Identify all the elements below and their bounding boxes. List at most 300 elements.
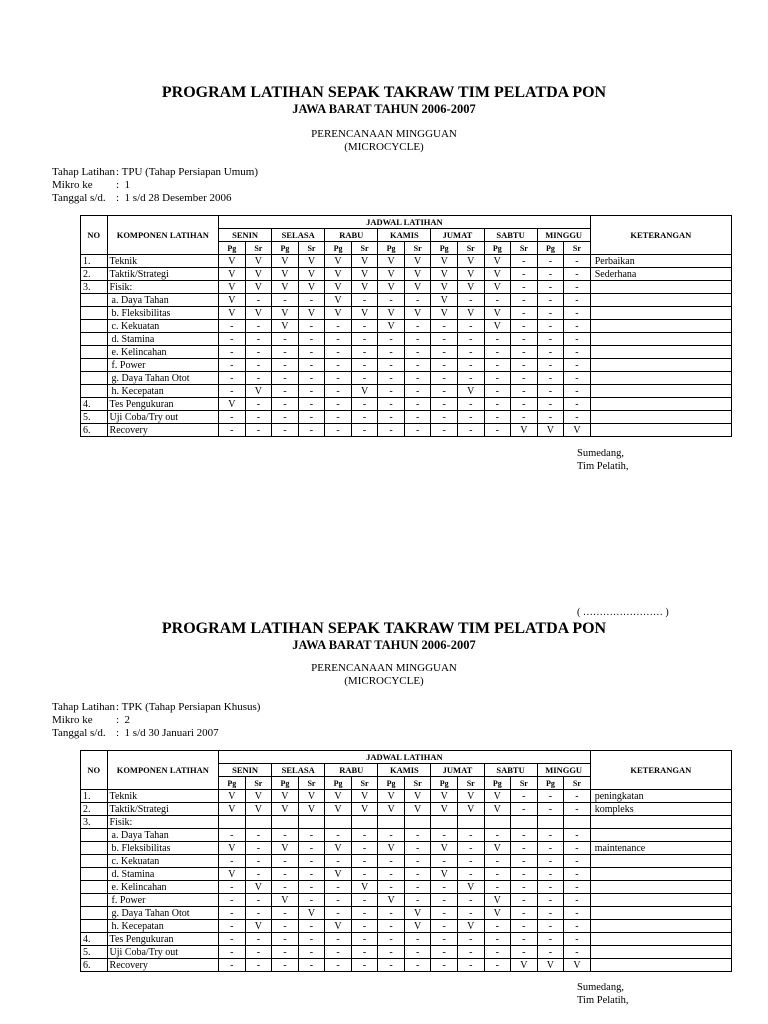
row-value: V	[298, 790, 325, 803]
row-keterangan	[590, 281, 731, 294]
doc1-title: PROGRAM LATIHAN SEPAK TAKRAW TIM PELATDA PON	[161, 84, 607, 101]
row-value: -	[537, 920, 564, 933]
row-value: -	[378, 855, 405, 868]
row-value: V	[219, 398, 246, 411]
row-value: -	[219, 346, 246, 359]
row-value: -	[484, 346, 511, 359]
row-value: V	[511, 424, 538, 437]
row-value: -	[537, 385, 564, 398]
row-value: V	[351, 803, 378, 816]
row-value: -	[404, 868, 431, 881]
header-day: KAMIS	[378, 229, 431, 242]
meta-label: Tahap Latihan	[52, 701, 116, 713]
row-value: -	[325, 829, 352, 842]
row-value: -	[378, 385, 405, 398]
row-value: V	[484, 320, 511, 333]
row-value: V	[457, 281, 484, 294]
row-value: -	[219, 855, 246, 868]
meta-label: Mikro ke	[52, 714, 93, 726]
row-value: -	[245, 946, 272, 959]
row-keterangan	[590, 920, 731, 933]
row-value: V	[378, 320, 405, 333]
header-sr: Sr	[457, 242, 484, 255]
row-value: -	[511, 268, 538, 281]
row-value: -	[325, 320, 352, 333]
row-value: V	[245, 881, 272, 894]
row-value: -	[564, 281, 591, 294]
row-value: -	[537, 346, 564, 359]
header-pg: Pg	[325, 777, 352, 790]
row-value: -	[351, 907, 378, 920]
table-row	[81, 933, 732, 946]
row-value: -	[245, 829, 272, 842]
row-value: V	[404, 790, 431, 803]
row-value: -	[378, 907, 405, 920]
row-value: -	[537, 790, 564, 803]
row-value: -	[511, 946, 538, 959]
row-value: -	[351, 829, 378, 842]
row-komponen: h. Kecepatan	[107, 920, 219, 933]
row-value: -	[564, 268, 591, 281]
row-value: V	[298, 255, 325, 268]
row-value: V	[325, 268, 352, 281]
row-value	[404, 816, 431, 829]
row-komponen: Tes Pengukuran	[107, 933, 219, 946]
row-value: -	[245, 959, 272, 972]
row-value: V	[378, 803, 405, 816]
header-pg: Pg	[325, 242, 352, 255]
row-value: -	[457, 424, 484, 437]
row-value	[298, 816, 325, 829]
row-komponen: Teknik	[107, 255, 219, 268]
row-value: V	[325, 920, 352, 933]
row-value: -	[298, 946, 325, 959]
row-komponen: Teknik	[107, 790, 219, 803]
row-value: -	[457, 959, 484, 972]
row-value: -	[325, 385, 352, 398]
header-day: SELASA	[272, 764, 325, 777]
row-value: -	[511, 868, 538, 881]
header-day: RABU	[325, 764, 378, 777]
table-row	[81, 307, 732, 320]
row-value: -	[351, 946, 378, 959]
header-sr: Sr	[298, 777, 325, 790]
row-value: V	[404, 281, 431, 294]
row-komponen: Tes Pengukuran	[107, 398, 219, 411]
row-value: -	[537, 268, 564, 281]
row-value: -	[245, 372, 272, 385]
row-value: -	[298, 881, 325, 894]
row-value: V	[272, 320, 299, 333]
row-keterangan	[590, 868, 731, 881]
row-value: V	[537, 424, 564, 437]
row-value: V	[245, 803, 272, 816]
row-keterangan	[590, 307, 731, 320]
header-sr: Sr	[511, 242, 538, 255]
header-sr: Sr	[351, 242, 378, 255]
row-value: V	[537, 959, 564, 972]
row-value: -	[484, 372, 511, 385]
row-keterangan	[590, 933, 731, 946]
row-value: -	[272, 294, 299, 307]
row-value: -	[298, 333, 325, 346]
row-value: -	[325, 907, 352, 920]
doc1-header	[0, 84, 768, 117]
row-value: V	[404, 268, 431, 281]
row-komponen: b. Fleksibilitas	[107, 842, 219, 855]
row-value: V	[484, 907, 511, 920]
doc2-subtitle: JAWA BARAT TAHUN 2006-2007	[292, 638, 476, 652]
row-value: -	[404, 933, 431, 946]
row-komponen: b. Fleksibilitas	[107, 307, 219, 320]
row-value: -	[298, 855, 325, 868]
row-value: V	[351, 281, 378, 294]
row-value: -	[272, 933, 299, 946]
meta-value: : 2	[116, 714, 131, 726]
doc2-header	[0, 620, 768, 653]
row-keterangan: maintenance	[590, 842, 731, 855]
row-value: V	[511, 959, 538, 972]
row-value: -	[378, 933, 405, 946]
row-value: -	[245, 346, 272, 359]
row-keterangan	[590, 907, 731, 920]
row-komponen: h. Kecepatan	[107, 385, 219, 398]
row-value: -	[245, 320, 272, 333]
row-value: -	[457, 933, 484, 946]
row-value: V	[457, 803, 484, 816]
row-value: V	[325, 281, 352, 294]
row-value	[564, 816, 591, 829]
doc2-sign-role: Tim Pelatih,	[577, 995, 629, 1006]
row-value: -	[537, 946, 564, 959]
row-value: -	[431, 359, 458, 372]
table-row	[81, 320, 732, 333]
row-value: V	[351, 255, 378, 268]
row-value: -	[378, 920, 405, 933]
doc1-meta	[52, 166, 258, 205]
row-value: -	[351, 294, 378, 307]
row-value: V	[325, 842, 352, 855]
row-value: -	[298, 385, 325, 398]
meta-label: Tahap Latihan	[52, 166, 116, 178]
row-no: 3.	[81, 281, 108, 294]
row-value: -	[325, 881, 352, 894]
header-day: SELASA	[272, 229, 325, 242]
row-value: -	[298, 829, 325, 842]
table-row	[81, 855, 732, 868]
row-no: 2.	[81, 803, 108, 816]
row-value: -	[325, 411, 352, 424]
row-keterangan	[590, 959, 731, 972]
row-value: -	[431, 385, 458, 398]
row-value: -	[378, 346, 405, 359]
header-day: JUMAT	[431, 229, 484, 242]
row-value: V	[325, 307, 352, 320]
row-value: -	[298, 424, 325, 437]
row-value: V	[431, 803, 458, 816]
row-value: V	[404, 907, 431, 920]
header-day: SENIN	[219, 764, 272, 777]
header-keterangan: KETERANGAN	[590, 216, 731, 255]
row-value: V	[245, 920, 272, 933]
row-value: -	[457, 894, 484, 907]
row-value: V	[219, 790, 246, 803]
row-keterangan	[590, 333, 731, 346]
doc2-plan-title: PERENCANAAN MINGGUAN	[311, 662, 457, 674]
row-value: -	[457, 842, 484, 855]
header-pg: Pg	[431, 242, 458, 255]
header-sr: Sr	[351, 777, 378, 790]
row-value: -	[511, 855, 538, 868]
row-keterangan	[590, 881, 731, 894]
row-no	[81, 855, 108, 868]
row-value: V	[457, 920, 484, 933]
row-value: -	[484, 933, 511, 946]
row-no: 5.	[81, 946, 108, 959]
row-value: -	[298, 894, 325, 907]
row-value: -	[431, 959, 458, 972]
table-row	[81, 803, 732, 816]
doc1-signature	[577, 447, 629, 473]
header-jadwal: JADWAL LATIHAN	[219, 216, 591, 229]
row-value: V	[325, 868, 352, 881]
row-value: -	[351, 894, 378, 907]
row-value: V	[378, 255, 405, 268]
row-komponen: c. Kekuatan	[107, 855, 219, 868]
row-value: -	[431, 907, 458, 920]
row-value: -	[325, 933, 352, 946]
row-value: -	[272, 411, 299, 424]
row-value: -	[272, 855, 299, 868]
row-komponen: e. Kelincahan	[107, 346, 219, 359]
row-value: -	[378, 372, 405, 385]
row-no	[81, 294, 108, 307]
doc1-schedule-table	[80, 215, 732, 437]
row-value: -	[351, 398, 378, 411]
row-value: -	[511, 372, 538, 385]
row-value: -	[564, 307, 591, 320]
row-value: -	[404, 842, 431, 855]
row-value: -	[431, 894, 458, 907]
row-value: V	[325, 790, 352, 803]
row-keterangan	[590, 294, 731, 307]
row-value: -	[245, 411, 272, 424]
row-value: V	[431, 255, 458, 268]
row-value: V	[245, 268, 272, 281]
row-keterangan	[590, 320, 731, 333]
row-value: -	[272, 398, 299, 411]
table-row	[81, 255, 732, 268]
table-row	[81, 346, 732, 359]
row-value: -	[351, 424, 378, 437]
header-no: NO	[81, 216, 108, 255]
row-value: -	[404, 946, 431, 959]
row-value: -	[564, 894, 591, 907]
row-no: 1.	[81, 255, 108, 268]
row-value: -	[404, 881, 431, 894]
row-value: -	[511, 255, 538, 268]
row-value: -	[351, 933, 378, 946]
row-value: -	[511, 790, 538, 803]
row-value: -	[564, 933, 591, 946]
row-value: -	[564, 411, 591, 424]
row-value: -	[404, 894, 431, 907]
row-value: -	[564, 842, 591, 855]
header-sr: Sr	[564, 242, 591, 255]
row-keterangan	[590, 894, 731, 907]
row-value: -	[537, 411, 564, 424]
row-value: V	[272, 790, 299, 803]
header-jadwal: JADWAL LATIHAN	[219, 751, 591, 764]
row-value: V	[378, 268, 405, 281]
row-value	[484, 816, 511, 829]
table-row	[81, 424, 732, 437]
row-value: -	[564, 359, 591, 372]
row-no	[81, 359, 108, 372]
header-komponen: KOMPONEN LATIHAN	[107, 216, 219, 255]
row-value: -	[219, 933, 246, 946]
meta-row	[52, 701, 260, 714]
row-value: -	[404, 346, 431, 359]
row-value: V	[378, 894, 405, 907]
row-value: -	[404, 959, 431, 972]
row-value: -	[404, 855, 431, 868]
row-value: -	[484, 829, 511, 842]
header-pg: Pg	[272, 777, 299, 790]
row-value: V	[272, 803, 299, 816]
row-value: -	[431, 920, 458, 933]
row-value: -	[511, 294, 538, 307]
row-value: -	[404, 398, 431, 411]
row-value: -	[378, 881, 405, 894]
row-value: V	[245, 307, 272, 320]
row-value: -	[431, 881, 458, 894]
row-value: -	[245, 894, 272, 907]
row-value: -	[351, 411, 378, 424]
header-day: RABU	[325, 229, 378, 242]
table-row	[81, 881, 732, 894]
row-value: -	[272, 372, 299, 385]
row-value: V	[298, 281, 325, 294]
row-value: V	[564, 424, 591, 437]
row-value: -	[351, 868, 378, 881]
row-no	[81, 372, 108, 385]
row-value: V	[351, 268, 378, 281]
row-komponen: a. Daya Tahan	[107, 829, 219, 842]
row-no	[81, 320, 108, 333]
row-komponen: d. Stamina	[107, 868, 219, 881]
header-sr: Sr	[404, 777, 431, 790]
row-value: -	[325, 946, 352, 959]
row-value: V	[272, 268, 299, 281]
row-value: -	[351, 320, 378, 333]
doc2-meta	[52, 701, 260, 740]
row-value: V	[245, 385, 272, 398]
meta-row	[52, 714, 260, 727]
row-value: V	[245, 255, 272, 268]
doc1-subtitle: JAWA BARAT TAHUN 2006-2007	[292, 102, 476, 116]
row-komponen: a. Daya Tahan	[107, 294, 219, 307]
header-day: SENIN	[219, 229, 272, 242]
row-value: -	[564, 333, 591, 346]
meta-value: : 1 s/d 30 Januari 2007	[116, 727, 219, 739]
row-value: -	[537, 255, 564, 268]
row-value: -	[484, 333, 511, 346]
doc1-sign-place: Sumedang,	[577, 448, 624, 459]
row-value: -	[325, 333, 352, 346]
row-komponen: Recovery	[107, 959, 219, 972]
row-keterangan	[590, 855, 731, 868]
row-value: -	[378, 959, 405, 972]
row-value: -	[511, 281, 538, 294]
header-pg: Pg	[537, 777, 564, 790]
row-value: -	[511, 346, 538, 359]
meta-row	[52, 166, 258, 179]
row-value: V	[484, 842, 511, 855]
row-value: -	[564, 907, 591, 920]
table-row	[81, 359, 732, 372]
row-value: -	[351, 346, 378, 359]
row-value: -	[511, 920, 538, 933]
row-value: -	[404, 372, 431, 385]
row-value: -	[219, 333, 246, 346]
row-value: -	[245, 842, 272, 855]
header-sr: Sr	[245, 242, 272, 255]
row-komponen: Recovery	[107, 424, 219, 437]
table-row	[81, 372, 732, 385]
row-value: -	[457, 398, 484, 411]
row-value: -	[298, 346, 325, 359]
row-value: -	[564, 372, 591, 385]
row-value: -	[325, 398, 352, 411]
row-keterangan	[590, 424, 731, 437]
row-value: -	[511, 333, 538, 346]
row-value: V	[325, 803, 352, 816]
header-day: SABTU	[484, 764, 537, 777]
header-pg: Pg	[378, 242, 405, 255]
row-value: V	[219, 268, 246, 281]
row-value: -	[564, 920, 591, 933]
row-value: -	[245, 398, 272, 411]
row-no	[81, 829, 108, 842]
row-value: V	[245, 281, 272, 294]
header-pg: Pg	[537, 242, 564, 255]
header-day: MINGGU	[537, 229, 590, 242]
row-no	[81, 333, 108, 346]
row-value: -	[431, 333, 458, 346]
row-value: -	[484, 294, 511, 307]
row-value: -	[325, 855, 352, 868]
row-value: -	[272, 881, 299, 894]
table-row	[81, 946, 732, 959]
table-row	[81, 790, 732, 803]
row-value: -	[511, 907, 538, 920]
row-value: -	[511, 881, 538, 894]
row-value	[457, 816, 484, 829]
header-sr: Sr	[298, 242, 325, 255]
row-keterangan: kompleks	[590, 803, 731, 816]
table-row	[81, 333, 732, 346]
header-day: JUMAT	[431, 764, 484, 777]
row-value: -	[404, 359, 431, 372]
row-value: -	[219, 946, 246, 959]
row-value: -	[484, 385, 511, 398]
row-keterangan	[590, 372, 731, 385]
row-value: -	[219, 411, 246, 424]
row-value: -	[537, 933, 564, 946]
row-value: V	[484, 894, 511, 907]
row-value: -	[457, 294, 484, 307]
